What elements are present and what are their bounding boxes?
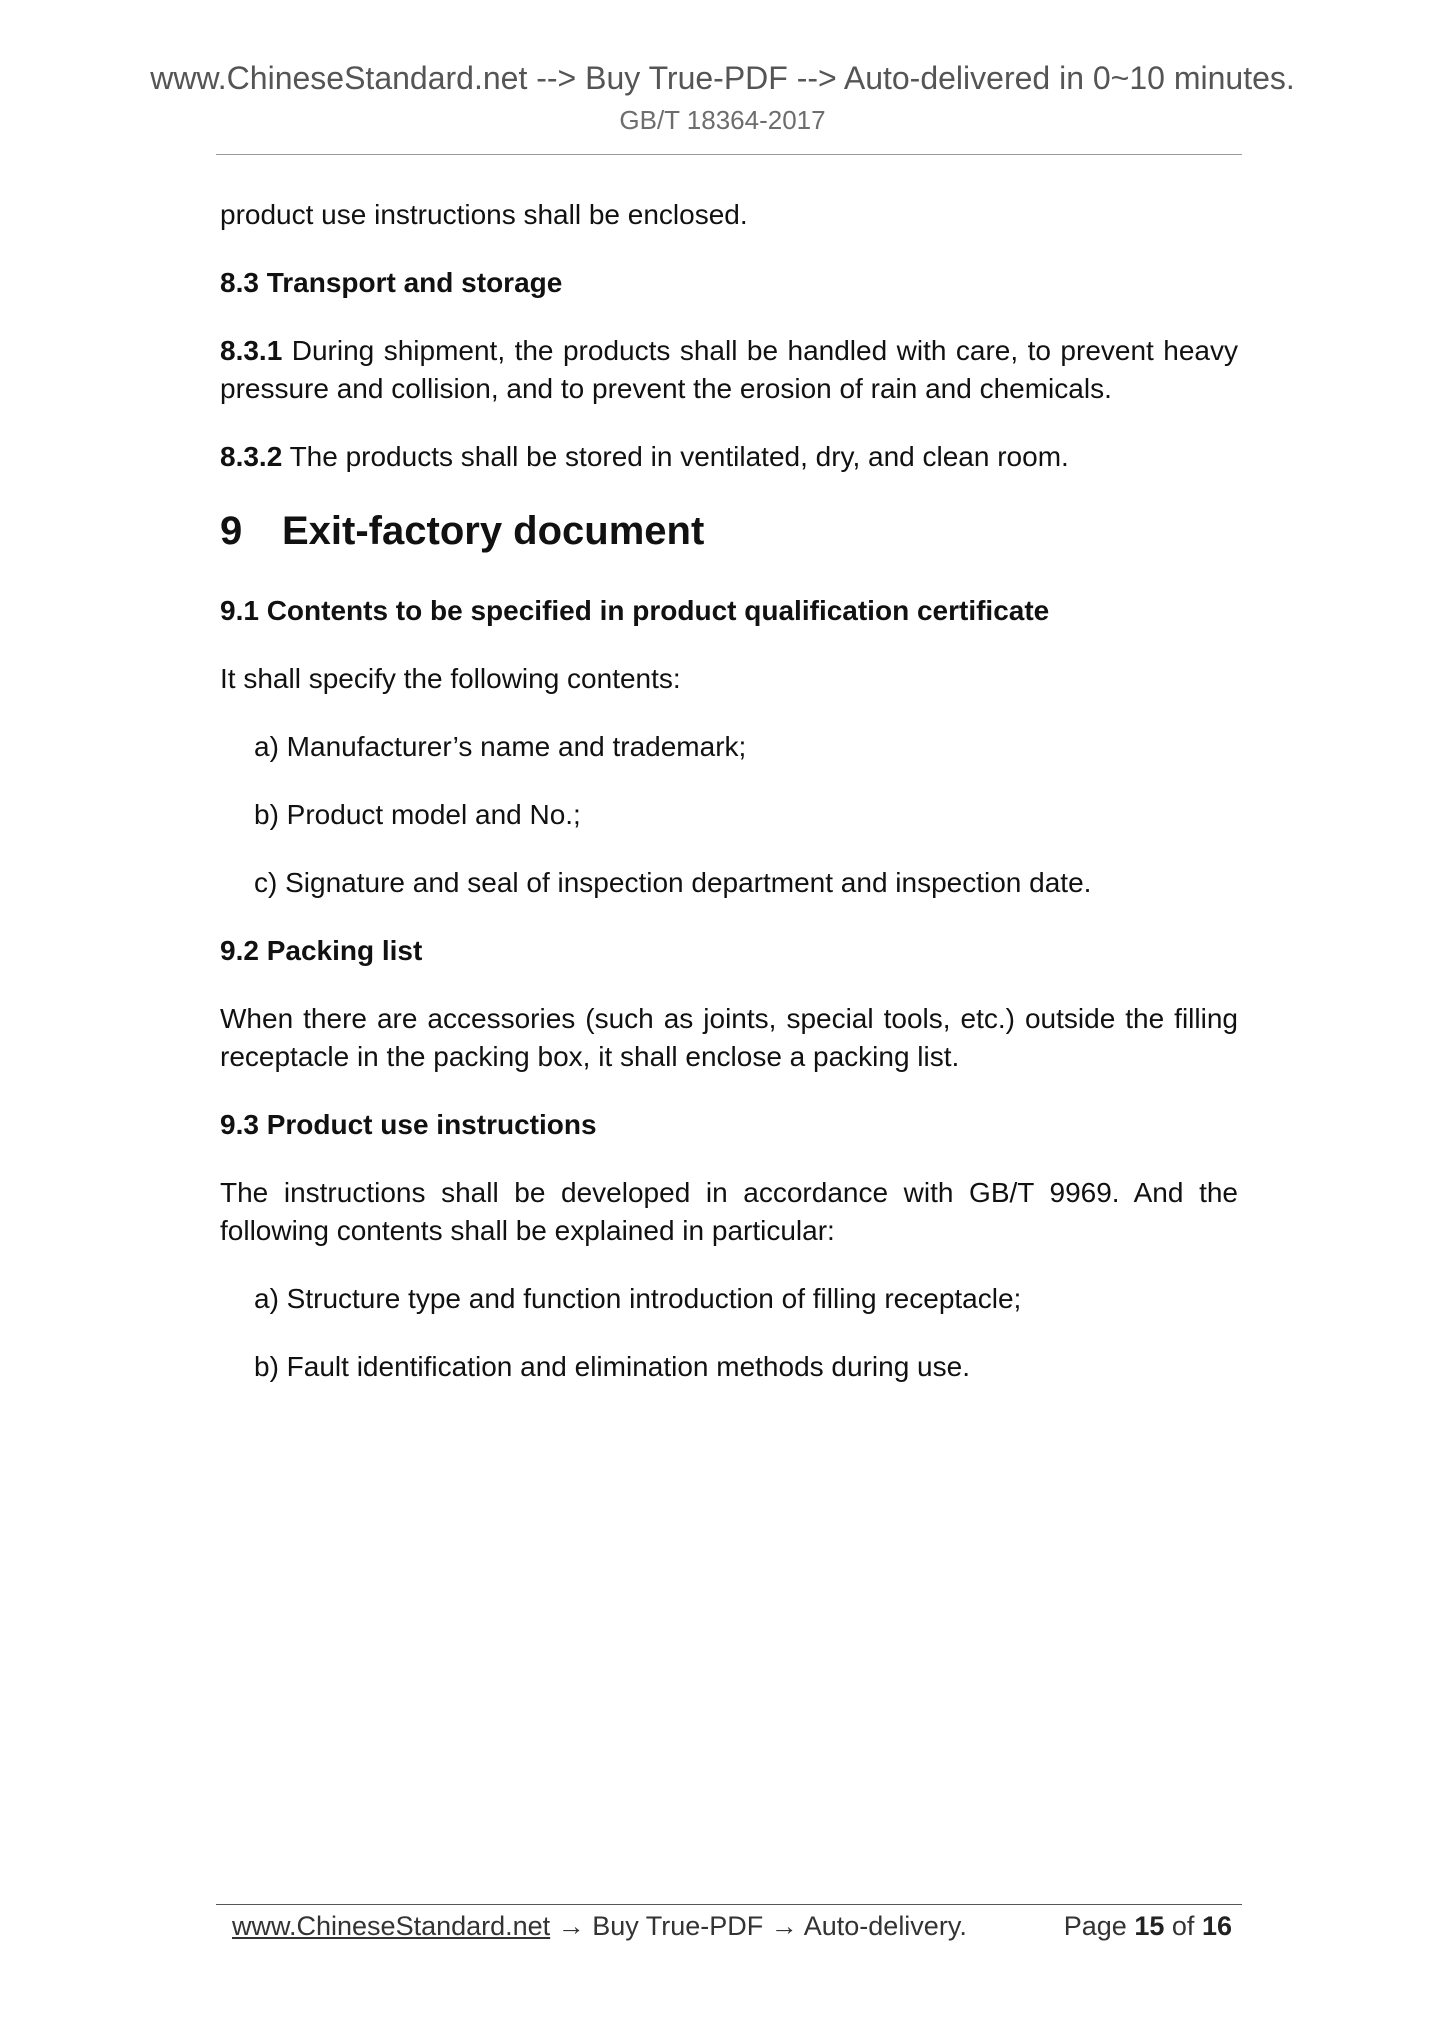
page-footer — [232, 1908, 1232, 1944]
list-item: a) Manufacturer’s name and trademark; — [254, 731, 747, 762]
clause-8-3-1 — [220, 332, 1238, 408]
clause-text: The products shall be stored in ventilated, dry, and clean room. — [289, 441, 1069, 472]
list-item: b) Product model and No.; — [254, 799, 581, 830]
section-9-2-paragraph: When there are accessories (such as joints, special tools, etc.) outside the filling receptacle in the packing box, it shall enclose a packing list. — [220, 1003, 1238, 1072]
section-8-3-heading: 8.3 Transport and storage — [220, 267, 563, 298]
section-title: Exit-factory document — [282, 509, 705, 553]
page-header — [0, 58, 1445, 136]
list-item: a) Structure type and function introduction of filling receptacle; — [254, 1283, 1022, 1314]
clause-number: 8.3.2 — [220, 441, 283, 472]
section-9-2-heading: 9.2 Packing list — [220, 935, 423, 966]
section-9-3-paragraph: The instructions shall be developed in accordance with GB/T 9969. And the following contents shall be explained in particular: — [220, 1177, 1238, 1246]
clause-8-3-2 — [220, 438, 1238, 476]
header-site-line[interactable]: www.ChineseStandard.net --> Buy True-PDF --> Auto-delivered in 0~10 minutes. — [150, 60, 1295, 96]
page-total: 16 — [1201, 1911, 1232, 1941]
clause-number: 8.3.1 — [220, 335, 283, 366]
section-9-heading — [220, 506, 1238, 556]
footer-tagline: → Buy True-PDF → Auto-delivery. — [550, 1911, 967, 1941]
page-current: 15 — [1134, 1911, 1165, 1941]
section-9-1-heading: 9.1 Contents to be specified in product qualification certificate — [220, 595, 1050, 626]
footer-site-link[interactable]: www.ChineseStandard.net — [232, 1911, 551, 1941]
header-standard-number: GB/T 18364-2017 — [619, 105, 826, 135]
continuation-paragraph: product use instructions shall be enclosed. — [220, 199, 748, 230]
clause-text: During shipment, the products shall be handled with care, to prevent heavy pressure and collision, and to prevent the erosion of rain and chemicals. — [220, 335, 1239, 404]
page-of: of — [1171, 1911, 1195, 1941]
document-body — [220, 196, 1238, 1416]
section-number: 9 — [220, 509, 243, 553]
page-indicator — [1064, 1908, 1232, 1944]
header-divider — [216, 154, 1242, 155]
list-item: b) Fault identification and elimination methods during use. — [254, 1351, 970, 1382]
footer-divider — [216, 1904, 1242, 1905]
list-item: c) Signature and seal of inspection department and inspection date. — [254, 867, 1092, 898]
section-9-3-heading: 9.3 Product use instructions — [220, 1109, 597, 1140]
section-9-1-intro: It shall specify the following contents: — [220, 663, 681, 694]
page-label: Page — [1063, 1911, 1127, 1941]
